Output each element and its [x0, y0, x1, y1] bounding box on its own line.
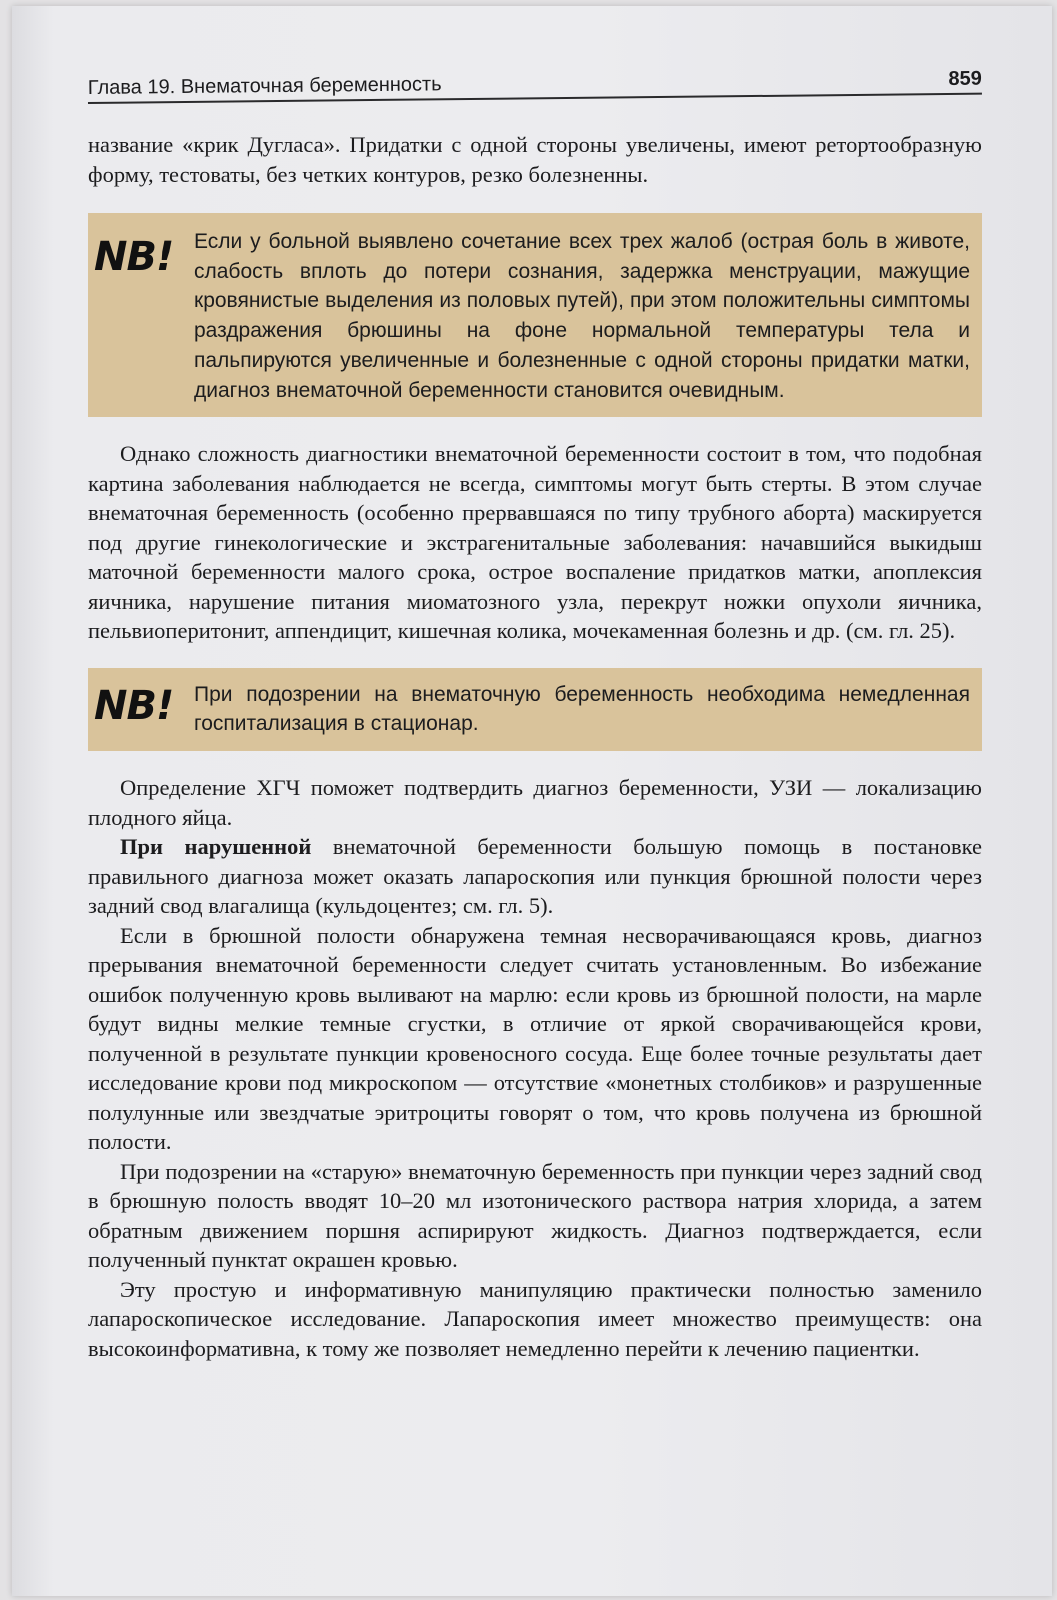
- book-page: [12, 6, 1052, 1596]
- nb-callout-text: При подозрении на внематочную беременность необходима немедленная госпитализация в стационар.: [194, 682, 970, 736]
- paragraph-continuation: название «крик Дугласа». Придатки с одной стороны увеличены, имеют ретортообразную форму, тестоваты, без четких контуров, резко болезненны.: [88, 132, 982, 187]
- paragraph: Эту простую и информативную манипуляцию практически полностью заменило лапароскопическое исследование. Лапароскопия имеет множество преимуществ: она высокоинформативна, к тому же позволяет немедленно перейти к лечению пациентки.: [88, 1276, 982, 1361]
- nb-callout-box: [88, 213, 982, 417]
- paragraph: Однако сложность диагностики внематочной беременности состоит в том, что подобная картина заболевания наблюдается не всегда, симптомы могут быть стерты. В этом случае внематочная беременность (особенно прервавшаяся по типу трубного аборта) маскируется под другие гинекологические и экстрагенитальные заболевания: начавшийся выкидыш маточной беременности малого срока, острое воспаление придатков матки, апоплексия яичника, нарушение питания миоматозного узла, перекрут ножки опухоли яичника, пельвиоперитонит, аппендицит, кишечная колика, мочекаменная болезнь и др. (см. гл. 25).: [88, 441, 982, 644]
- nb-mark-icon: NB!: [94, 682, 174, 729]
- paragraph-text: внематочной беременности большую помощь в постановке правильного диагноза может оказать лапароскопия или пункция брюшной полости через задний свод влагалища (кульдоцентез; см. гл. 5).: [88, 834, 982, 919]
- running-header: [88, 59, 982, 104]
- page-number: 859: [948, 67, 982, 90]
- nb-callout-text: Если у больной выявлено сочетание всех трех жалоб (острая боль в животе, слабость вплоть до потери сознания, задержка менструации, мажущие кровянистые выделения из половых путей), при этом положительны симптомы раздражения брюшины на фоне нормальной температуры тела и пальпируются увеличенные и болезненные с одной стороны придатки матки, диагноз внематочной беременности становится очевидным.: [194, 230, 970, 402]
- paragraph: Определение ХГЧ поможет подтвердить диагноз беременности, УЗИ — локализацию плодного яйца.: [88, 775, 982, 830]
- paragraph: Если в брюшной полости обнаружена темная несворачивающаяся кровь, диагноз прерывания внематочной беременности следует считать установленным. Во избежание ошибок полученную кровь выливают на марлю: если кровь из брюшной полости, на марле будут видны мелкие темные сгустки, в отличие от яркой сворачивающейся крови, полученной в результате пункции кровеносного сосуда. Еще более точные результаты дает исследование крови под микроскопом — отсутствие «монетных столбиков» и разрушенные полулунные или звездчатые эритроциты говорят о том, что кровь получена из брюшной полости.: [88, 922, 982, 1155]
- chapter-title: Глава 19. Внематочная беременность: [87, 73, 442, 100]
- bold-phrase: При нарушенной: [120, 834, 312, 860]
- paragraph: При подозрении на «старую» внематочную беременность при пункции через задний свод в брюшную полость вводят 10–20 мл изотонического раствора натрия хлорида, а затем обратным движением поршня аспирируют жидкость. Диагноз подтверждается, если полученный пунктат окрашен кровью.: [88, 1158, 982, 1273]
- page-content: [88, 126, 982, 1363]
- nb-callout-box: [88, 668, 982, 751]
- paragraph: [88, 832, 982, 921]
- nb-mark-icon: NB!: [94, 234, 174, 280]
